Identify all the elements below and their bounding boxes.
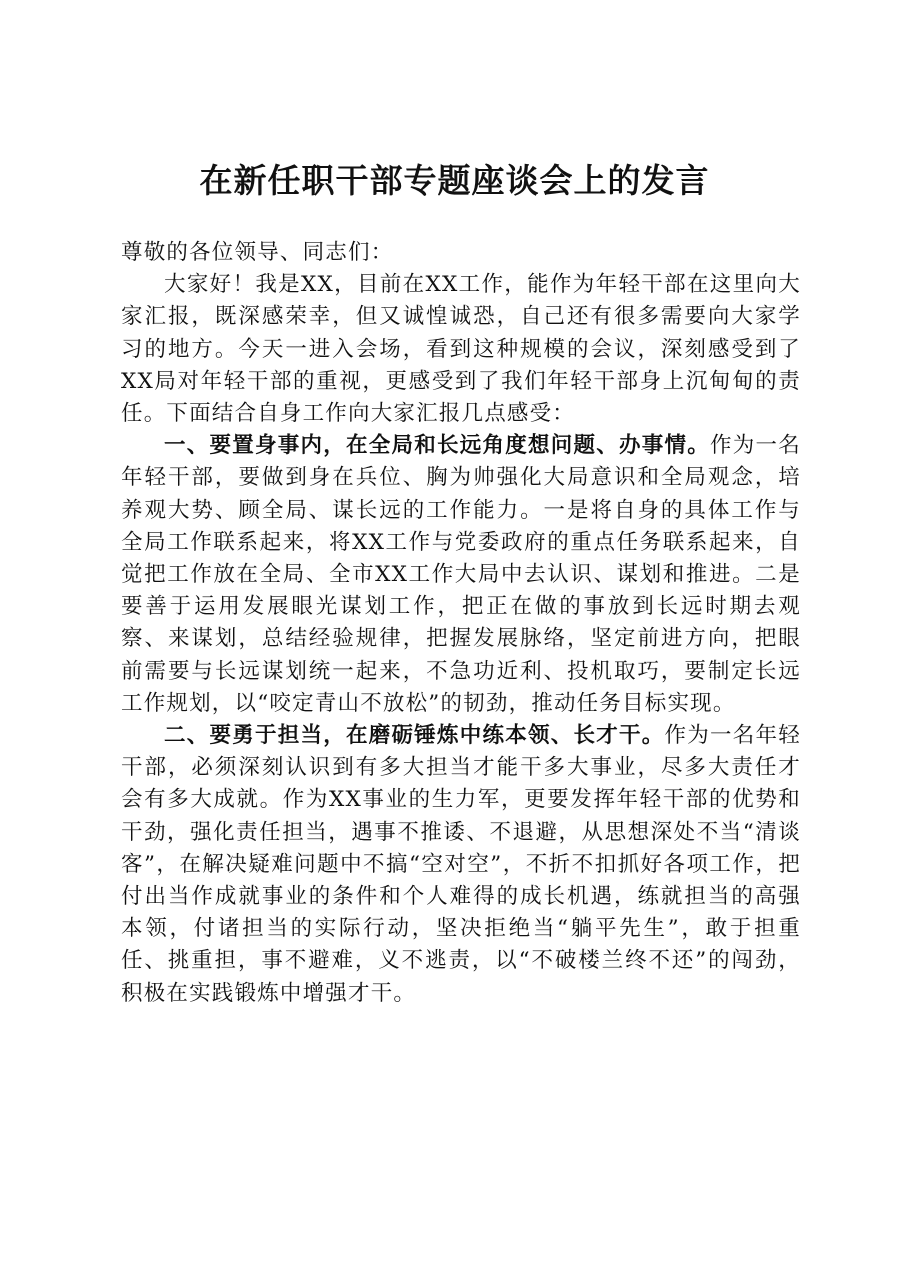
intro-paragraph: 大家好！我是XX，目前在XX工作，能作为年轻干部在这里向大家汇报，既深感荣幸，但又诚惶诚恐，自己还有很多需要向大家学习的地方。今天一进入会场，看到这种规模的会议，深刻感受到了XX局对年轻干部的重视，更感受到了我们年轻干部身上沉甸甸的责任。下面结合自身工作向大家汇报几点感受：	[121, 272, 801, 427]
section-text-1: 作为一名年轻干部，要做到身在兵位、胸为帅强化大局意识和全局观念，培养观大势、顾全局、谋长远的工作能力。一是将自身的具体工作与全局工作联系起来，将XX工作与党委政府的重点任务联系起来，自觉把工作放在全局、全市XX工作大局中去认识、谋划和推进。二是要善于运用发展眼光谋划工作，把正在做的事放到长远时期去观察、来谋划，总结经验规律，把握发展脉络，坚定前进方向，把眼前需要与长远谋划统一起来，不急功近利、投机取巧，要制定长远工作规划，以“咬定青山不放松”的韧劲，推动任务目标实现。	[121, 433, 801, 716]
document-title: 在新任职干部专题座谈会上的发言	[199, 161, 710, 200]
section-heading-2: 二、要勇于担当，在磨砺锤炼中练本领、长才干。	[164, 723, 665, 749]
section-paragraph-1	[121, 430, 801, 720]
section-paragraph-2	[121, 720, 801, 1010]
document-body	[121, 237, 801, 1010]
salutation: 尊敬的各位领导、同志们：	[121, 240, 394, 265]
section-heading-1: 一、要置身事内，在全局和长远角度想问题、办事情。	[164, 433, 711, 459]
section-text-2: 作为一名年轻干部，必须深刻认识到有多大担当才能干多大事业，尽多大责任才会有多大成就。作为XX事业的生力军，更要发挥年轻干部的优势和干劲，强化责任担当，遇事不推诿、不退避，从思想深处不当“清谈客”，在解决疑难问题中不搞“空对空”，不折不扣抓好各项工作，把付出当作成就事业的条件和个人难得的成长机遇，练就担当的高强本领，付诸担当的实际行动，坚决拒绝当“躺平先生”，敢于担重任、挑重担，事不避难，义不逃责，以“不破楼兰终不还”的闯劲，积极在实践锻炼中增强才干。	[121, 723, 802, 1006]
